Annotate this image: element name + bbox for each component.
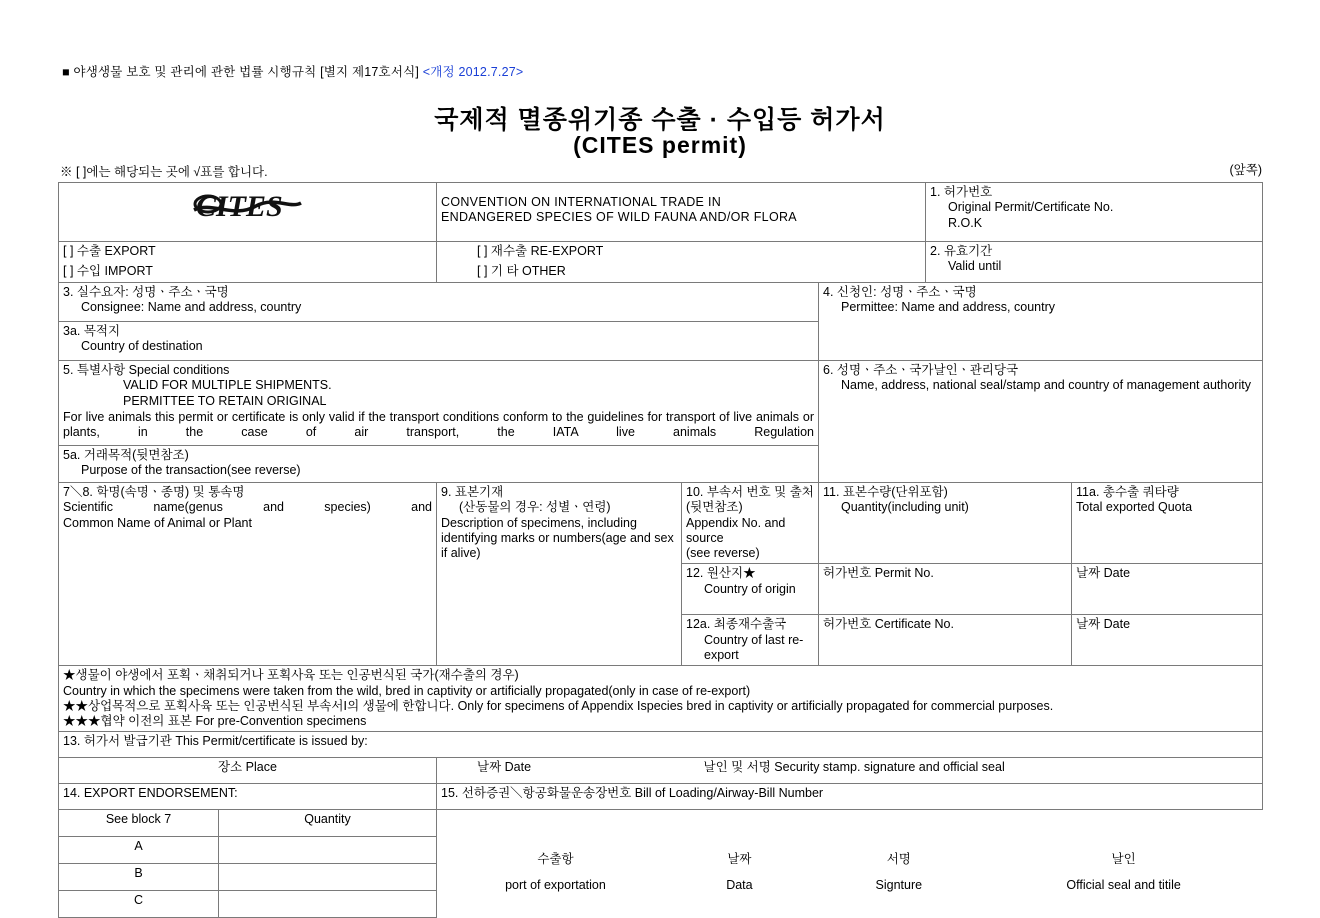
- permit-no-label: 허가번호 Permit No.: [823, 566, 934, 581]
- box-3a-label-en: Country of destination: [81, 339, 203, 354]
- type-export-cell[interactable]: [59, 242, 437, 263]
- endorsement-row-label-c: C: [59, 891, 219, 918]
- date-label-2: 날짜 Date: [1076, 617, 1131, 632]
- date-label-ko: 날짜: [727, 852, 752, 867]
- shipment-row-ko: [441, 850, 1259, 876]
- row-convention: [59, 183, 1263, 242]
- checkbox-other[interactable]: [ ] 기 타 OTHER: [477, 264, 566, 278]
- security-stamp-label: 날인 및 서명 Security stamp. signature and official seal: [703, 760, 1005, 775]
- issuer-date-field[interactable]: [437, 758, 682, 784]
- box-11-label-ko: 11. 표본수량(단위포함): [823, 485, 948, 499]
- box-12a-label-en: Country of last re-export: [704, 632, 804, 662]
- row-issuer: [59, 732, 1263, 758]
- issuer-date-label: 날짜 Date: [477, 760, 532, 775]
- box-4-permittee[interactable]: [819, 283, 1263, 361]
- signature-label-en: Signture: [875, 878, 923, 893]
- endorsement-row-label-a: A: [59, 837, 219, 864]
- box-11a-label-ko: 11a. 총수출 쿼타량: [1076, 485, 1179, 499]
- signature-label-ko: 서명: [886, 852, 911, 867]
- certificate-no-label: 허가번호 Certificate No.: [823, 617, 954, 632]
- box-6-management-authority[interactable]: [819, 361, 1263, 483]
- row-issuer-fields: [59, 758, 1263, 784]
- endorsement-row-value-b[interactable]: [219, 864, 437, 891]
- row-special-conditions: [59, 361, 1263, 446]
- endorsement-col1-label: See block 7: [105, 812, 172, 827]
- convention-line-1: CONVENTION ON INTERNATIONAL TRADE IN: [441, 195, 722, 209]
- box-12a-date[interactable]: [1072, 615, 1263, 666]
- box-2-label-ko: 2. 유효기간: [930, 244, 993, 258]
- box-7-8-label-en2: Common Name of Animal or Plant: [63, 515, 252, 530]
- box-14-label: 14. EXPORT ENDORSEMENT:: [63, 786, 238, 801]
- box-12a-certificate-no[interactable]: [819, 615, 1072, 666]
- box-5-label: 5. 특별사항 Special conditions: [63, 363, 230, 377]
- box-14-export-endorsement[interactable]: [59, 784, 437, 810]
- convention-text-cell: [437, 183, 926, 242]
- legal-reference-line: [62, 62, 523, 80]
- box-11a-label-en: Total exported Quota: [1076, 500, 1193, 515]
- box-10-label-en1: Appendix No. and source: [686, 515, 786, 545]
- front-side-mark: (앞쪽): [1229, 163, 1262, 177]
- seal-label-ko: 날인: [1111, 852, 1136, 867]
- page-subtitle: (CITES permit): [573, 132, 747, 158]
- endorsement-col2-label: Quantity: [304, 812, 351, 827]
- box-7-8-scientific-name[interactable]: [59, 483, 437, 666]
- footnote-1: ★생물이 야생에서 포획ㆍ채취되거나 포획사육 또는 인공번식된 국가(재수출의 경우): [63, 668, 519, 683]
- svg-text:CITES: CITES: [195, 190, 283, 223]
- box-3-consignee[interactable]: [59, 283, 819, 322]
- checkbox-import[interactable]: [ ] 수입 IMPORT: [63, 264, 153, 278]
- box-3-label-ko: 3. 실수요자: 성명ㆍ주소ㆍ국명: [63, 285, 229, 299]
- place-label: 장소 Place: [218, 760, 277, 775]
- box-4-label-ko: 4. 신청인: 성명ㆍ주소ㆍ국명: [823, 285, 977, 299]
- type-reexport-cell[interactable]: [437, 242, 926, 263]
- box-12-date[interactable]: [1072, 564, 1263, 615]
- box-4-label-en: Permittee: Name and address, country: [841, 300, 1055, 315]
- box-11-quantity[interactable]: [819, 483, 1072, 564]
- box-12-label-en: Country of origin: [704, 581, 796, 596]
- type-other-cell[interactable]: [437, 262, 926, 283]
- box-7-8-label-en1: Scientific name(genus and species) and: [63, 500, 432, 515]
- box-1-label-ko: 1. 허가번호: [930, 185, 993, 199]
- endorsement-row-value-a[interactable]: [219, 837, 437, 864]
- box-11-label-en: Quantity(including unit): [841, 500, 969, 515]
- box-3-label-en: Consignee: Name and address, country: [81, 300, 302, 315]
- box-9-label-ko2: (산동물의 경우: 성별ㆍ연령): [459, 500, 611, 515]
- box-15-label: 15. 선하증권＼항공화물운송장번호 Bill of Loading/Airway-Bill Number: [441, 786, 824, 801]
- box-5-special-conditions[interactable]: [59, 361, 819, 446]
- box-5a-label-ko: 5a. 거래목적(뒷면참조): [63, 448, 189, 462]
- shipment-signature-area: [437, 810, 1263, 918]
- footnotes-cell: [59, 666, 1263, 732]
- box-3a-destination[interactable]: [59, 322, 819, 361]
- endorsement-row-label-b: B: [59, 864, 219, 891]
- box-2-label-en[interactable]: Valid until: [948, 259, 1002, 274]
- issuer-place-field[interactable]: [59, 758, 437, 784]
- row-permit-types: [59, 242, 1263, 263]
- port-label-ko: 수출항: [537, 852, 574, 867]
- box-13-issuer[interactable]: [59, 732, 1263, 758]
- box-12-permit-no[interactable]: [819, 564, 1072, 615]
- row-endorsement-header: [59, 784, 1263, 810]
- box-6-label-en: Name, address, national seal/stamp and country of management authority: [841, 378, 1251, 393]
- box-10-label-ko1: 10. 부속서 번호 및 출처: [686, 485, 814, 499]
- issuer-seal-field[interactable]: [682, 758, 1263, 784]
- port-label-en: port of exportation: [505, 878, 606, 893]
- box-12-label-ko: 12. 원산지★: [686, 566, 756, 581]
- row-endorsement-columns: [59, 810, 1263, 837]
- footnote-3: ★★상업목적으로 포획사육 또는 인공번식된 부속서Ⅰ의 생물에 한합니다. Only for specimens of Appendix Ⅰspecies bred in captivity or artificially propagated for commercial purposes.: [63, 698, 1054, 713]
- box-5a-purpose[interactable]: [59, 446, 819, 483]
- box-9-description[interactable]: [437, 483, 682, 666]
- checkbox-reexport[interactable]: [ ] 재수출 RE-EXPORT: [477, 244, 604, 258]
- legal-reference-text: ■ 야생생물 보호 및 관리에 관한 법률 시행규칙 [별지 제17호서식]: [62, 65, 420, 79]
- permit-form-table: [58, 182, 1263, 918]
- box-12a-label-ko: 12a. 최종재수출국: [686, 617, 787, 632]
- footnote-4: ★★★협약 이전의 표본 For pre-Convention specimens: [63, 714, 367, 728]
- box-1-label-en: Original Permit/Certificate No.: [948, 200, 1114, 215]
- box-12a-last-reexport[interactable]: [682, 615, 819, 666]
- checkbox-instruction-note: ※ [ ]에는 해당되는 곳에 √표를 합니다.: [60, 165, 268, 179]
- endorsement-col-quantity: [219, 810, 437, 837]
- row-consignee-permittee: [59, 283, 1263, 322]
- box-9-label-en: Description of specimens, including identifying marks or numbers(age and sex if alive): [441, 515, 674, 560]
- box-10-label-en2: (see reverse): [686, 546, 760, 560]
- box-1-value[interactable]: R.O.K: [948, 215, 983, 230]
- box-5-line-2: PERMITTEE TO RETAIN ORIGINAL: [123, 393, 327, 408]
- box-15-bill-of-lading[interactable]: [437, 784, 1263, 810]
- box-5-line-1: VALID FOR MULTIPLE SHIPMENTS.: [123, 378, 332, 393]
- endorsement-col-see-block-7: [59, 810, 219, 837]
- box-9-label-ko: 9. 표본기재: [441, 485, 504, 499]
- box-1-original-permit-no: [926, 183, 1263, 242]
- type-import-cell[interactable]: [59, 262, 437, 283]
- date-label-en: Data: [726, 878, 753, 893]
- box-10-label-ko2: (뒷면참조): [686, 500, 743, 515]
- box-10-appendix[interactable]: [682, 483, 819, 564]
- box-11a-total-quota[interactable]: [1072, 483, 1263, 564]
- seal-label-en: Official seal and titile: [1066, 878, 1181, 893]
- legal-revision-text: <개정 2012.7.27>: [422, 65, 524, 79]
- checkbox-export[interactable]: [ ] 수출 EXPORT: [63, 244, 156, 258]
- cites-logo-cell: [59, 183, 437, 242]
- cites-logo-icon: [194, 189, 302, 223]
- box-5-body: For live animals this permit or certificate is only valid if the transport conditions conform to the guidelines for transport of live animals or plants, in the case of air transport, the IATA live animals Regulation: [63, 409, 814, 439]
- box-13-label: 13. 허가서 발급기관 This Permit/certificate is issued by:: [63, 734, 368, 749]
- page-title: 국제적 멸종위기종 수출 · 수입등 허가서: [434, 106, 886, 134]
- shipment-row-en: [441, 876, 1259, 902]
- row-footnotes: [59, 666, 1263, 732]
- date-label-1: 날짜 Date: [1076, 566, 1131, 581]
- box-12-country-of-origin[interactable]: [682, 564, 819, 615]
- box-7-8-label-ko: 7＼8. 학명(속명ㆍ종명) 및 통속명: [63, 485, 245, 499]
- box-2-valid-until: [926, 242, 1263, 283]
- box-6-label-ko: 6. 성명ㆍ주소ㆍ국가날인ㆍ관리당국: [823, 363, 1019, 377]
- footnote-2: Country in which the specimens were taken from the wild, bred in captivity or artificially propagated(only in case of re-export): [63, 683, 751, 698]
- box-3a-label-ko: 3a. 목적지: [63, 324, 121, 338]
- cites-logo-svg: [194, 189, 302, 223]
- convention-line-2: ENDANGERED SPECIES OF WILD FAUNA AND/OR FLORA: [441, 210, 797, 225]
- endorsement-row-value-c[interactable]: [219, 891, 437, 918]
- shipment-signature-table: [441, 850, 1259, 902]
- box-5a-label-en: Purpose of the transaction(see reverse): [81, 463, 301, 478]
